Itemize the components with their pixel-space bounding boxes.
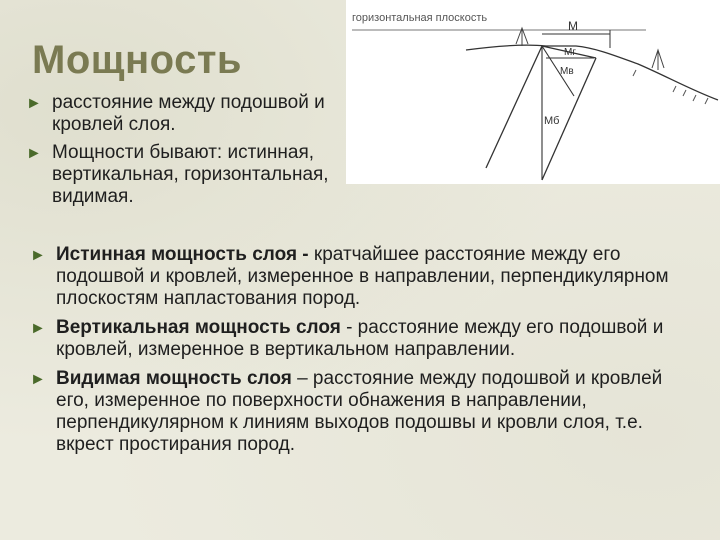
thickness-diagram (346, 0, 720, 184)
bullet-arrow-icon: ► (30, 320, 46, 337)
layer-bottom-line (486, 46, 542, 168)
definition-text: кратчайшее расстояние между его подошвой и кровлей, измеренное в направлении, перпендикулярном плоскостям напластования пород. (56, 244, 669, 309)
terrain-surface (466, 45, 718, 100)
bullet-arrow-icon: ► (26, 95, 42, 112)
definition-text: – расстояние между подошвой и кровлей его, измеренное по поверхности обнажения в направлении, перпендикулярном к линиям выходов подошвы и кровли слоя, т.е. вкрест простирания пород. (56, 368, 663, 455)
bullet-arrow-icon: ► (30, 371, 46, 388)
label-m-true: Мв (560, 66, 574, 77)
bullet-arrow-icon: ► (26, 145, 42, 162)
diagram-caption: горизонтальная плоскость (352, 12, 488, 24)
definition-term: Видимая мощность слоя (56, 368, 292, 389)
intro-item (26, 142, 356, 208)
tree-icon (516, 28, 528, 46)
bullet-arrow-icon: ► (30, 247, 46, 264)
definition-text: - расстояние между его подошвой и кровлей, измеренное в вертикальном направлении. (56, 317, 664, 360)
intro-item-text: расстояние между подошвой и кровлей слоя. (52, 92, 325, 135)
intro-item-text: Мощности бывают: истинная, вертикальная, горизонтальная, видимая. (52, 142, 329, 207)
ground-hatching (633, 70, 708, 104)
label-m-vertical: Мб (544, 115, 560, 127)
definition-item (30, 317, 680, 361)
label-m: М (568, 19, 578, 33)
definition-item (30, 368, 680, 456)
intro-list (26, 92, 356, 214)
definition-term: Вертикальная мощность слоя (56, 317, 341, 338)
intro-item (26, 92, 356, 136)
diagram-svg (346, 0, 720, 184)
tree-icon (652, 50, 664, 70)
definition-term: Истинная мощность слоя - (56, 244, 309, 265)
label-m-horizontal: Мг (564, 47, 576, 58)
slide-title: Мощность (32, 38, 242, 82)
definitions-list (30, 244, 680, 463)
definition-item (30, 244, 680, 310)
